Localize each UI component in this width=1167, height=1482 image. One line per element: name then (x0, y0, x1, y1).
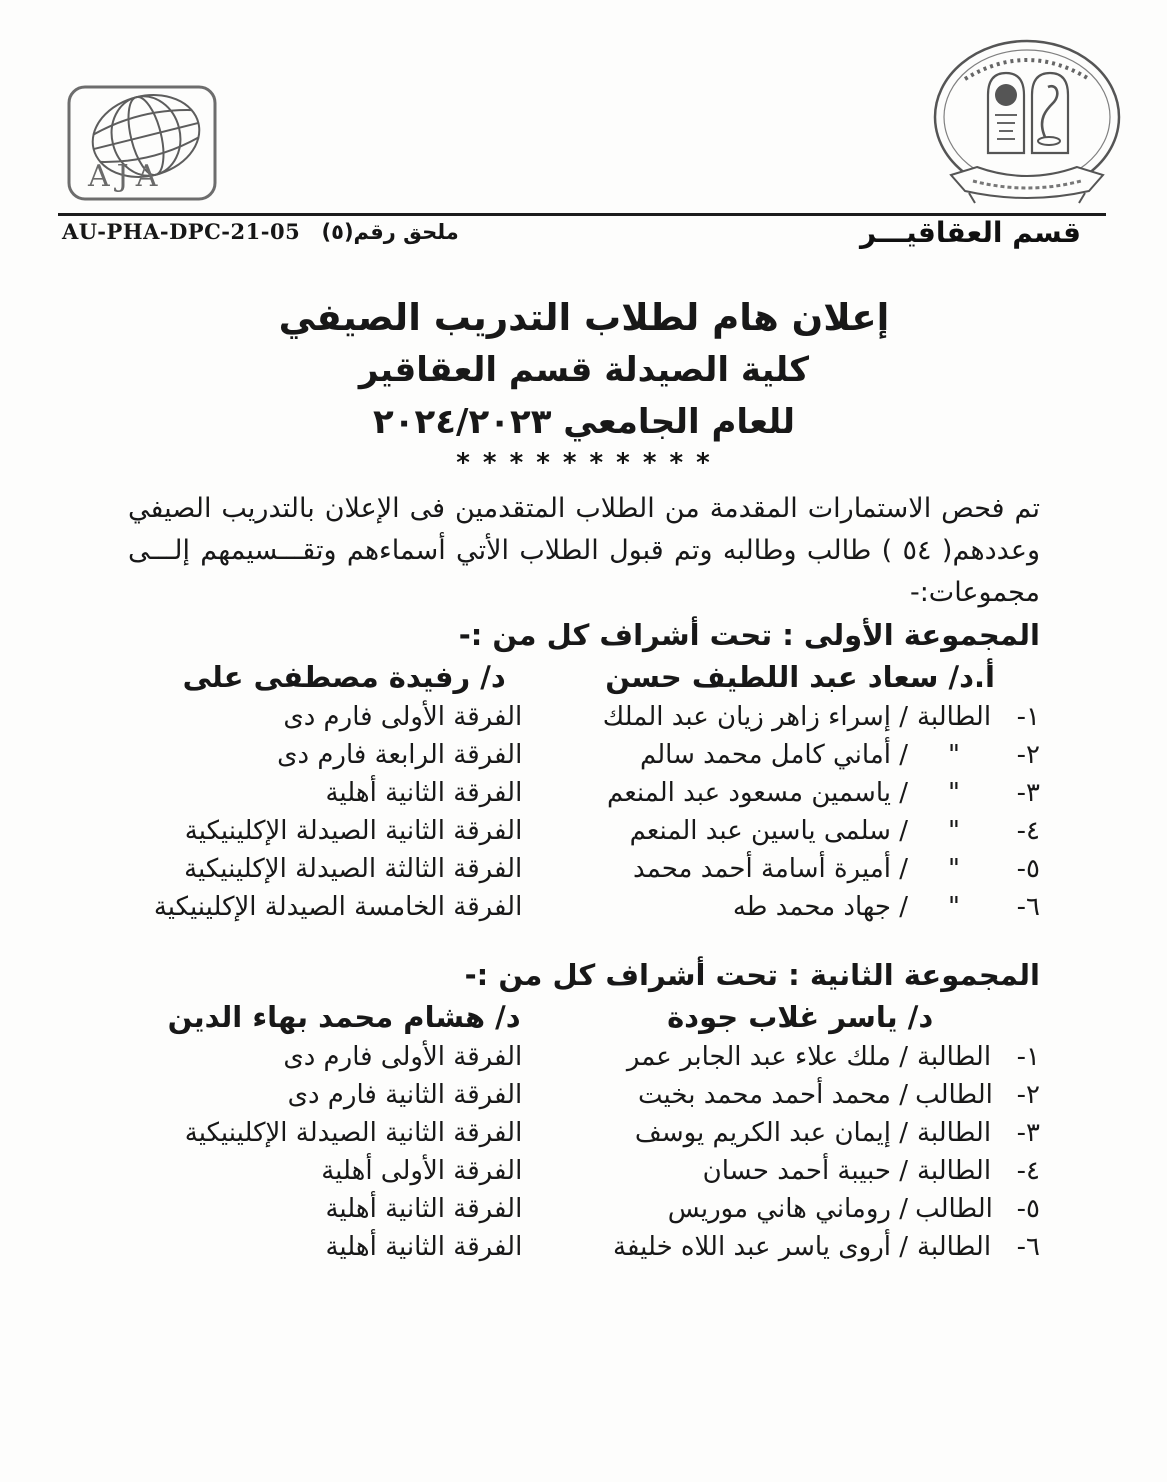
student-name: / ياسمين مسعود عبد المنعم (607, 778, 908, 808)
student-name: / أميرة أسامة أحمد محمد (633, 854, 908, 884)
student-label: " (948, 778, 960, 808)
student-entry (560, 1076, 1040, 1114)
group-2-section (128, 954, 1040, 1266)
title-line-3: للعام الجامعي ٢٠٢٤/٢٠٢٣ (373, 402, 795, 442)
student-row (128, 1152, 1040, 1190)
student-number: ٤- (1016, 1156, 1040, 1186)
student-row (128, 812, 1040, 850)
university-pharmacy-emblem-icon (925, 33, 1130, 211)
student-name: / إيمان عبد الكريم يوسف (634, 1118, 908, 1148)
student-grade: الفرقة الرابعة فارم دى (277, 740, 523, 770)
student-label: الطالبة (916, 1232, 992, 1262)
student-grade: الفرقة الأولى فارم دى (283, 1042, 523, 1072)
student-number: ٥- (1016, 854, 1040, 884)
student-entry (560, 812, 1040, 850)
student-number: ١- (1016, 1042, 1040, 1072)
student-label: الطالب (915, 1194, 993, 1224)
student-number: ٣- (1016, 1118, 1040, 1148)
department-title: قسم العقاقيـــر (859, 216, 1081, 249)
student-entry (560, 888, 1040, 926)
group-2-supervisors (128, 996, 1040, 1038)
student-name: / إسراء زاهر زيان عبد الملك (602, 702, 908, 732)
student-number: ٣- (1016, 778, 1040, 808)
student-number: ٢- (1016, 740, 1040, 770)
stars-divider: * * * * * * * * * * (456, 448, 712, 478)
student-grade: الفرقة الثانية الصيدلة الإكلينيكية (184, 1118, 523, 1148)
intro-line-3: مجموعات:- (909, 577, 1040, 608)
student-name: / جهاد محمد طه (732, 892, 908, 922)
student-name: / محمد أحمد محمد بخيت (638, 1080, 908, 1110)
student-row (128, 888, 1040, 926)
intro-line-1: تم فحص الاستمارات المقدمة من الطلاب المتقدمين فى الإعلان بالتدريب الصيفي (128, 493, 1040, 524)
student-grade: الفرقة الأولى فارم دى (283, 702, 523, 732)
student-number: ٤- (1016, 816, 1040, 846)
student-grade: الفرقة الثانية فارم دى (287, 1080, 523, 1110)
student-row (128, 1190, 1040, 1228)
group-1-supervisors (128, 656, 1040, 698)
student-grade: الفرقة الأولى أهلية (321, 1156, 523, 1186)
student-row (128, 774, 1040, 812)
student-number: ٦- (1016, 1232, 1040, 1262)
student-label: الطالبة (916, 1156, 992, 1186)
student-entry (560, 850, 1040, 888)
student-grade: الفرقة الخامسة الصيدلة الإكلينيكية (153, 892, 523, 922)
supervisor-name: د/ ياسر غلاب جودة (667, 1000, 934, 1034)
student-grade: الفرقة الثالثة الصيدلة الإكلينيكية (184, 854, 523, 884)
appendix-code: AU-PHA-DPC-21-05 (62, 219, 301, 244)
student-row (128, 1114, 1040, 1152)
student-label: الطالبة (916, 1118, 992, 1148)
student-row (128, 1076, 1040, 1114)
student-entry (560, 736, 1040, 774)
student-entry (560, 1228, 1040, 1266)
announcement-title-block (128, 292, 1040, 478)
student-label: " (948, 740, 960, 770)
appendix-label: ملحق رقم(٥) (321, 220, 459, 244)
student-label: الطالبة (916, 1042, 992, 1072)
intro-paragraph (128, 488, 1040, 614)
student-label: " (948, 892, 960, 922)
student-name: / أروى ياسر عبد اللاه خليفة (613, 1232, 908, 1262)
student-number: ٢- (1016, 1080, 1040, 1110)
student-entry (560, 774, 1040, 812)
group-2-heading: المجموعة الثانية : تحت أشراف كل من :- (464, 958, 1040, 992)
student-entry (560, 1190, 1040, 1228)
student-row (128, 1038, 1040, 1076)
student-number: ١- (1016, 702, 1040, 732)
student-number: ٦- (1016, 892, 1040, 922)
supervisor-name: د/ هشام محمد بهاء الدين (167, 1000, 521, 1034)
student-row (128, 736, 1040, 774)
title-line-1: إعلان هام لطلاب التدريب الصيفي (278, 296, 890, 339)
aja-logo-text: AJA (88, 159, 165, 194)
student-entry (560, 1152, 1040, 1190)
student-label: الطالبة (916, 702, 992, 732)
student-entry (560, 1114, 1040, 1152)
supervisor-name: أ.د/ سعاد عبد اللطيف حسن (605, 660, 995, 694)
student-row (128, 850, 1040, 888)
student-name: / أماني كامل محمد سالم (639, 740, 908, 770)
student-name: / روماني هاني موريس (667, 1194, 908, 1224)
student-grade: الفرقة الثانية أهلية (325, 778, 523, 808)
student-row (128, 1228, 1040, 1266)
student-name: / سلمى ياسين عبد المنعم (629, 816, 908, 846)
student-entry (560, 698, 1040, 736)
intro-line-2: وعددهم( ٥٤ ) طالب وطالبه وتم قبول الطلاب الأتي أسماءهم وتقـــسيمهم إلـــى (128, 535, 1040, 566)
appendix-note (62, 219, 459, 244)
student-label: الطالب (915, 1080, 993, 1110)
title-line-2: كلية الصيدلة قسم العقاقير (358, 350, 810, 390)
student-row (128, 698, 1040, 736)
student-number: ٥- (1016, 1194, 1040, 1224)
group-1-heading: المجموعة الأولى : تحت أشراف كل من :- (458, 618, 1040, 652)
student-label: " (948, 854, 960, 884)
student-label: " (948, 816, 960, 846)
student-name: / ملك علاء عبد الجابر عمر (626, 1042, 908, 1072)
supervisor-name: د/ رفيدة مصطفى على (182, 660, 506, 694)
document-body (128, 292, 1040, 1266)
group-1-section (128, 614, 1040, 926)
aja-globe-logo-icon (66, 84, 218, 202)
student-grade: الفرقة الثانية أهلية (325, 1194, 523, 1224)
student-name: / حبيبة أحمد حسان (702, 1156, 908, 1186)
student-entry (560, 1038, 1040, 1076)
student-grade: الفرقة الثانية الصيدلة الإكلينيكية (184, 816, 523, 846)
student-grade: الفرقة الثانية أهلية (325, 1232, 523, 1262)
